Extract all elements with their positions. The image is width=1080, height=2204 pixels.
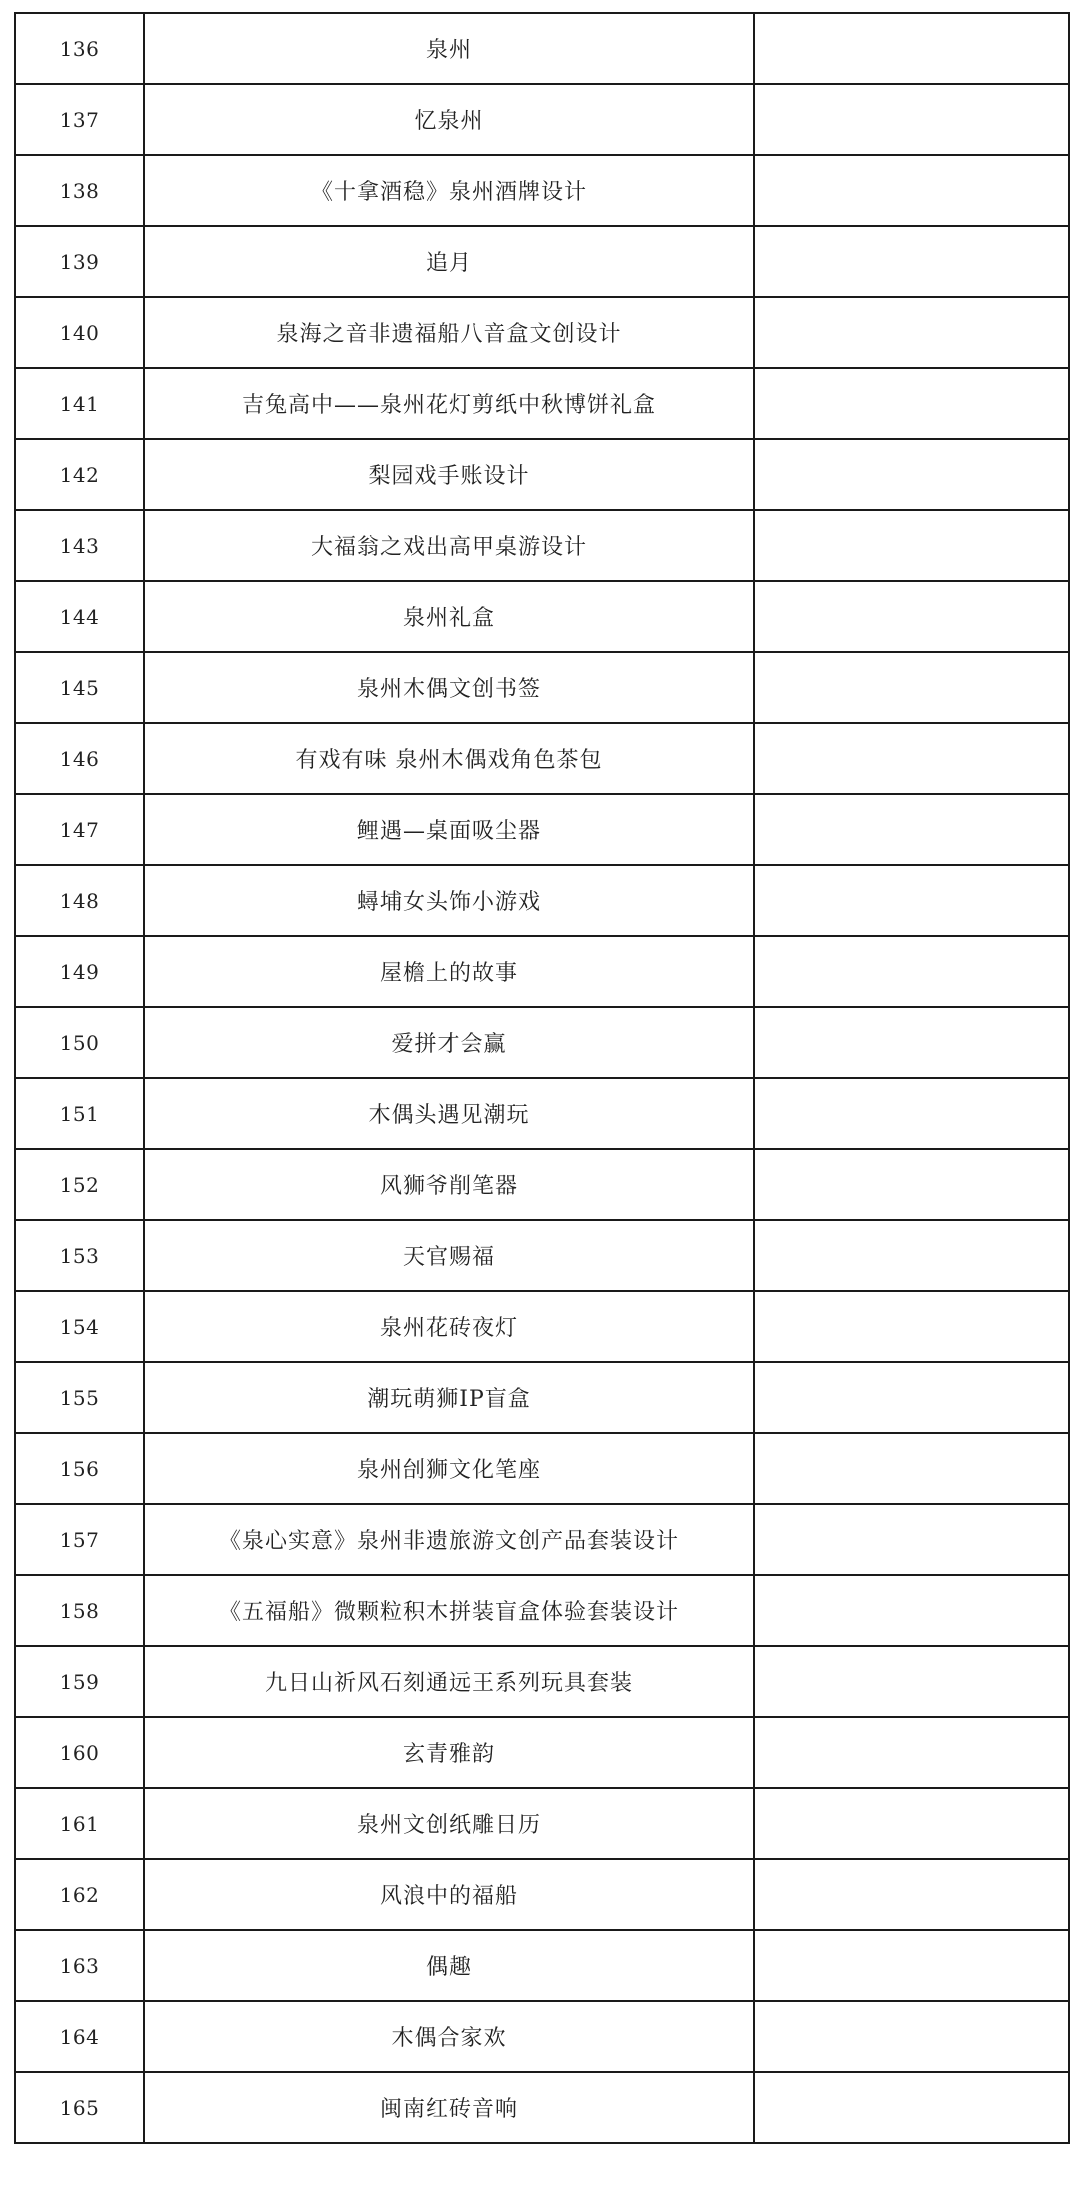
row-number: 156 [15,1433,144,1504]
entry-title: 追月 [144,226,754,297]
entry-title: 泉州刣狮文化笔座 [144,1433,754,1504]
table-row [15,1433,1069,1504]
entry-note [754,1078,1069,1149]
entry-title: 泉州礼盒 [144,581,754,652]
entry-note [754,1575,1069,1646]
row-number: 140 [15,297,144,368]
row-number: 165 [15,2072,144,2143]
row-number: 153 [15,1220,144,1291]
entry-title: 泉州文创纸雕日历 [144,1788,754,1859]
entry-note [754,13,1069,84]
entry-note [754,439,1069,510]
entry-title: 《五福船》微颗粒积木拼装盲盒体验套装设计 [144,1575,754,1646]
entry-note [754,723,1069,794]
table-row [15,155,1069,226]
table-row [15,936,1069,1007]
row-number: 158 [15,1575,144,1646]
entry-title: 蟳埔女头饰小游戏 [144,865,754,936]
entry-title: 偶趣 [144,1930,754,2001]
row-number: 143 [15,510,144,581]
entry-note [754,652,1069,723]
entry-title: 泉州花砖夜灯 [144,1291,754,1362]
entry-title: 有戏有味 泉州木偶戏角色茶包 [144,723,754,794]
entry-title: 潮玩萌狮IP盲盒 [144,1362,754,1433]
entry-title: 鲤遇—桌面吸尘器 [144,794,754,865]
entry-title: 风狮爷削笔器 [144,1149,754,1220]
table-row [15,1646,1069,1717]
entry-title: 木偶头遇见潮玩 [144,1078,754,1149]
entry-note [754,1291,1069,1362]
entry-note [754,581,1069,652]
row-number: 137 [15,84,144,155]
row-number: 147 [15,794,144,865]
row-number: 152 [15,1149,144,1220]
table-row [15,439,1069,510]
entry-title: 爱拼才会赢 [144,1007,754,1078]
row-number: 146 [15,723,144,794]
row-number: 157 [15,1504,144,1575]
row-number: 136 [15,13,144,84]
entry-note [754,1717,1069,1788]
table-row [15,794,1069,865]
table-row [15,1717,1069,1788]
entry-note [754,1007,1069,1078]
row-number: 149 [15,936,144,1007]
entry-title: 大福翁之戏出高甲桌游设计 [144,510,754,581]
entry-title: 《十拿酒稳》泉州酒牌设计 [144,155,754,226]
row-number: 161 [15,1788,144,1859]
entry-note [754,1788,1069,1859]
row-number: 138 [15,155,144,226]
entry-note [754,1149,1069,1220]
entry-note [754,2001,1069,2072]
table-row [15,368,1069,439]
entry-title: 风浪中的福船 [144,1859,754,1930]
table-row [15,84,1069,155]
entry-note [754,1362,1069,1433]
table-row [15,1291,1069,1362]
entry-note [754,84,1069,155]
entry-title: 梨园戏手账设计 [144,439,754,510]
entry-note [754,1433,1069,1504]
entry-note [754,510,1069,581]
entry-note [754,1504,1069,1575]
entry-title: 泉州 [144,13,754,84]
entry-title: 闽南红砖音响 [144,2072,754,2143]
table-row [15,297,1069,368]
table-row [15,1504,1069,1575]
entry-title: 天官赐福 [144,1220,754,1291]
row-number: 163 [15,1930,144,2001]
entry-note [754,865,1069,936]
entry-note [754,794,1069,865]
entry-title: 屋檐上的故事 [144,936,754,1007]
entries-table-body [15,13,1069,2143]
row-number: 160 [15,1717,144,1788]
row-number: 141 [15,368,144,439]
table-row [15,510,1069,581]
entry-title: 吉兔高中——泉州花灯剪纸中秋博饼礼盒 [144,368,754,439]
entry-note [754,2072,1069,2143]
entry-title: 忆泉州 [144,84,754,155]
entry-note [754,368,1069,439]
table-row [15,1220,1069,1291]
table-row [15,723,1069,794]
entry-note [754,1220,1069,1291]
entry-note [754,1930,1069,2001]
row-number: 139 [15,226,144,297]
row-number: 144 [15,581,144,652]
table-row [15,226,1069,297]
table-row [15,581,1069,652]
row-number: 148 [15,865,144,936]
entry-note [754,226,1069,297]
table-row [15,652,1069,723]
table-row [15,13,1069,84]
row-number: 155 [15,1362,144,1433]
row-number: 159 [15,1646,144,1717]
table-row [15,2072,1069,2143]
row-number: 145 [15,652,144,723]
table-row [15,1149,1069,1220]
entry-note [754,936,1069,1007]
table-row [15,1575,1069,1646]
entry-title: 玄青雅韵 [144,1717,754,1788]
table-row [15,865,1069,936]
entry-title: 泉海之音非遗福船八音盒文创设计 [144,297,754,368]
entry-note [754,155,1069,226]
table-row [15,1078,1069,1149]
entry-note [754,1646,1069,1717]
entry-note [754,297,1069,368]
table-row [15,1859,1069,1930]
row-number: 162 [15,1859,144,1930]
entry-title: 《泉心实意》泉州非遗旅游文创产品套装设计 [144,1504,754,1575]
row-number: 142 [15,439,144,510]
row-number: 150 [15,1007,144,1078]
table-row [15,1007,1069,1078]
row-number: 151 [15,1078,144,1149]
entry-title: 木偶合家欢 [144,2001,754,2072]
table-row [15,1788,1069,1859]
table-row [15,2001,1069,2072]
table-row [15,1930,1069,2001]
entry-title: 九日山祈风石刻通远王系列玩具套装 [144,1646,754,1717]
entry-title: 泉州木偶文创书签 [144,652,754,723]
row-number: 154 [15,1291,144,1362]
table-row [15,1362,1069,1433]
entries-table [14,12,1070,2144]
row-number: 164 [15,2001,144,2072]
entry-note [754,1859,1069,1930]
